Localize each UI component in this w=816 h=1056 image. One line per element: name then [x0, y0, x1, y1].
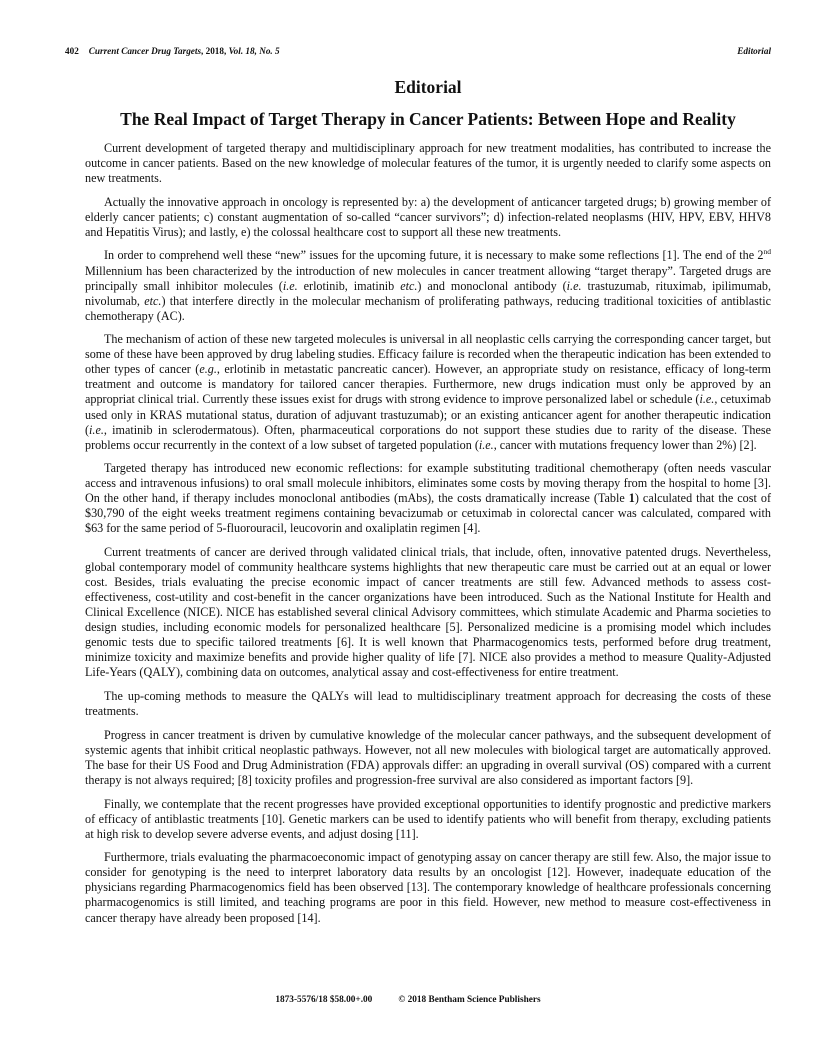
text-run: , cancer with mutations frequency lower than 2%) [2].	[493, 437, 757, 452]
page-number: 402	[65, 46, 79, 56]
italic-run: e.g.	[199, 362, 217, 377]
italic-run: i.e.	[478, 437, 494, 452]
text-run: Current development of targeted therapy and multidisciplinary approach for new treatment modalities, has contributed to increase the outcome in cancer patients. Based on the new knowledge of molecular features of the tumor, it is urgently needed to clarify some aspects on new treatments.	[85, 141, 771, 186]
text-run: trastuzumab, rituximab, ipilimumab, nivolumab,	[85, 278, 772, 308]
journal-name: Current Cancer Drug Targets	[88, 46, 202, 56]
section-label: Editorial	[394, 77, 462, 97]
paragraph-10	[85, 850, 771, 925]
journal-volume: Vol. 18, No. 5	[228, 46, 280, 56]
italic-run: i.e.	[282, 278, 298, 293]
paragraph-9	[85, 797, 771, 842]
page-footer	[0, 995, 816, 1005]
paragraph-4	[85, 332, 771, 452]
text-run: Finally, we contemplate that the recent progresses have provided exceptional opportunities to identify prognostic and predictive markers of efficacy of antiblastic treatments [10]. Genetic markers can be used to identify patients who will benefit from therapy, excluding patients at high risk to develop severe adverse events, and adjust dosing [11].	[85, 796, 771, 841]
text-run: ) that interfere directly in the molecular mechanism of proliferating pathways, reducing traditional toxicities of antiblastic chemotherapy (AC).	[85, 293, 771, 323]
text-run: In order to comprehend well these “new” issues for the upcoming future, it is necessary to make some reflections [1]. The end of the 2	[104, 248, 764, 263]
italic-run: etc.	[400, 278, 418, 293]
text-run: ) calculated that the cost of $30,790 of the eight weeks treatment regimens containing bevacizumab or cetuximab in colorectal cancer was calculated, compared with $63 for the same period of 5-fluorouracil, leucovorin and oxaliplatin regimen [4].	[85, 491, 771, 536]
paragraph-1	[85, 141, 771, 186]
text-run: Progress in cancer treatment is driven by cumulative knowledge of the molecular cancer pathways, and the subsequent development of systemic agents that inhibit critical neoplastic pathways. However, not all new molecules with biological target are automatically approved. The base for their US Food and Drug Administration (FDA) approvals differ: an upgrading in overall survival (OS) compared with a current therapy is not always required; [8] toxicity profiles and progression-free survival are also considered as important factors [9].	[85, 727, 771, 787]
paragraph-3	[85, 248, 771, 323]
text-run: Millennium has been characterized by the introduction of new molecules in cancer treatment allowing “target therapy”. Targeted drugs are principally small inhibitor molecules (	[85, 263, 771, 293]
text-run: , cetuximab used only in KRAS mutational status, duration of adjuvant trastuzumab); or an existing anticancer agent for another therapeutic indication (	[85, 392, 771, 437]
running-head	[65, 44, 771, 60]
paragraph-2	[85, 195, 771, 240]
italic-run: i.e.	[89, 422, 104, 437]
running-head-citation	[65, 46, 280, 56]
text-run: Furthermore, trials evaluating the pharmacoeconomic impact of genotyping assay on cancer therapy are still few. Also, the major issue to consider for genotyping is the need to interpret laboratory data results by an oncologist [12]. However, inadequate education of the physicians regarding Pharmacogenomics field has been observed [13]. The contemporary knowledge of healthcare professionals concerning pharmacogenomics is still limited, and teaching programs are poor in this field. However, new method to measure cost-effectiveness in cancer therapy have already been proposed [14].	[85, 850, 771, 925]
issn-price: 1873-5576/18 $58.00+.00	[275, 995, 373, 1005]
text-run: Targeted therapy has introduced new economic reflections: for example substituting traditional chemotherapy (often needs vascular access and intravenous infusions) to oral small molecule inhibitors, eliminates some costs by moving therapy from the hospital to home [3]. On the other hand, if therapy includes monoclonal antibodies (mAbs), the costs dramatically increase (Table	[85, 461, 771, 506]
paragraph-5	[85, 461, 771, 536]
paragraph-8	[85, 728, 771, 788]
running-head-section: Editorial	[737, 46, 771, 56]
italic-run: i.e.	[566, 278, 582, 293]
text-run: , erlotinib in metastatic pancreatic cancer). However, an appropriate study on resistance, efficacy of long-term treatment and outcome is mandatory for tailored cancer therapies. Furthermore, new drugs indication must only be approved by an appropriat clinical trial. Currently these issues exist for drugs with strong evidence to improve personalized label or schedule (	[85, 362, 772, 407]
journal-year: , 2018,	[201, 46, 229, 56]
superscript: nd	[763, 247, 771, 257]
italic-run: etc.	[144, 293, 162, 308]
text-run: The up-coming methods to measure the QALYs will lead to multidisciplinary treatment approach for decreasing the costs of these treatments.	[85, 689, 771, 719]
italic-run: i.e.	[699, 392, 715, 407]
paragraph-7	[85, 689, 771, 719]
text-run: ) and monoclonal antibody (	[417, 278, 567, 293]
copyright: © 2018 Bentham Science Publishers	[398, 995, 541, 1005]
paragraph-6	[85, 545, 771, 680]
text-run: erlotinib, imatinib	[297, 278, 401, 293]
article-body	[85, 141, 771, 926]
text-run: The mechanism of action of these new targeted molecules is universal in all neoplastic cells carrying the corresponding cancer target, but some of these have been approved by drug labeling studies. Efficacy failure is recorded when the therapeutic indication has been extended to other types of cancer (	[85, 332, 771, 377]
text-run: Current treatments of cancer are derived through validated clinical trials, that include, often, innovative patented drugs. Nevertheless, global contemporary model of community healthcare systems highlights that new therapeutic care must be carried out at an equal or lower cost. Besides, trials evaluating the precise economic impact of cancer treatments are still few. Advanced methods to assess cost-effectiveness, cost-utility and cost-benefit in the cancer organizations have been introduced. Such as the National Institute for Health and Clinical Excellence (NICE). NICE has established several clinical Advisory committees, which stimulate Academic and Pharma societies to design studies, including economic models for personalized healthcare [5]. Personalized medicine is a promising model which includes genomic tests due to specific tailored treatments [6]. It is well known that Pharmacogenomics tests, performed before drug treatment, minimize toxicity and maximize benefits and provide higher quality of life [7]. NICE also provides a method to measure Quality-Adjusted Life-Years (QALY), combining data on outcomes, analytical assay and cost-effectiveness for entire treatment.	[85, 545, 771, 680]
table-reference: 1	[628, 491, 635, 506]
document-page	[65, 44, 772, 934]
text-run: , imatinib in sclerodermatous). Often, pharmaceutical corporations do not support these studies due to rarity of the disease. These problems occur recurrently in the context of a low subset of targeted population (	[85, 422, 771, 452]
text-run: Actually the innovative approach in oncology is represented by: a) the development of anticancer targeted drugs; b) growing member of elderly cancer patients; c) constant augmentation of so-called “cancer survivors”; d) infection-related neoplasms (HIV, HPV, EBV, HHV8 and Hepatitis Virus); and lastly, e) the colossal healthcare cost to support all these new treatments.	[85, 194, 771, 239]
article-title: The Real Impact of Target Therapy in Cancer Patients: Between Hope and Reality	[120, 109, 736, 129]
